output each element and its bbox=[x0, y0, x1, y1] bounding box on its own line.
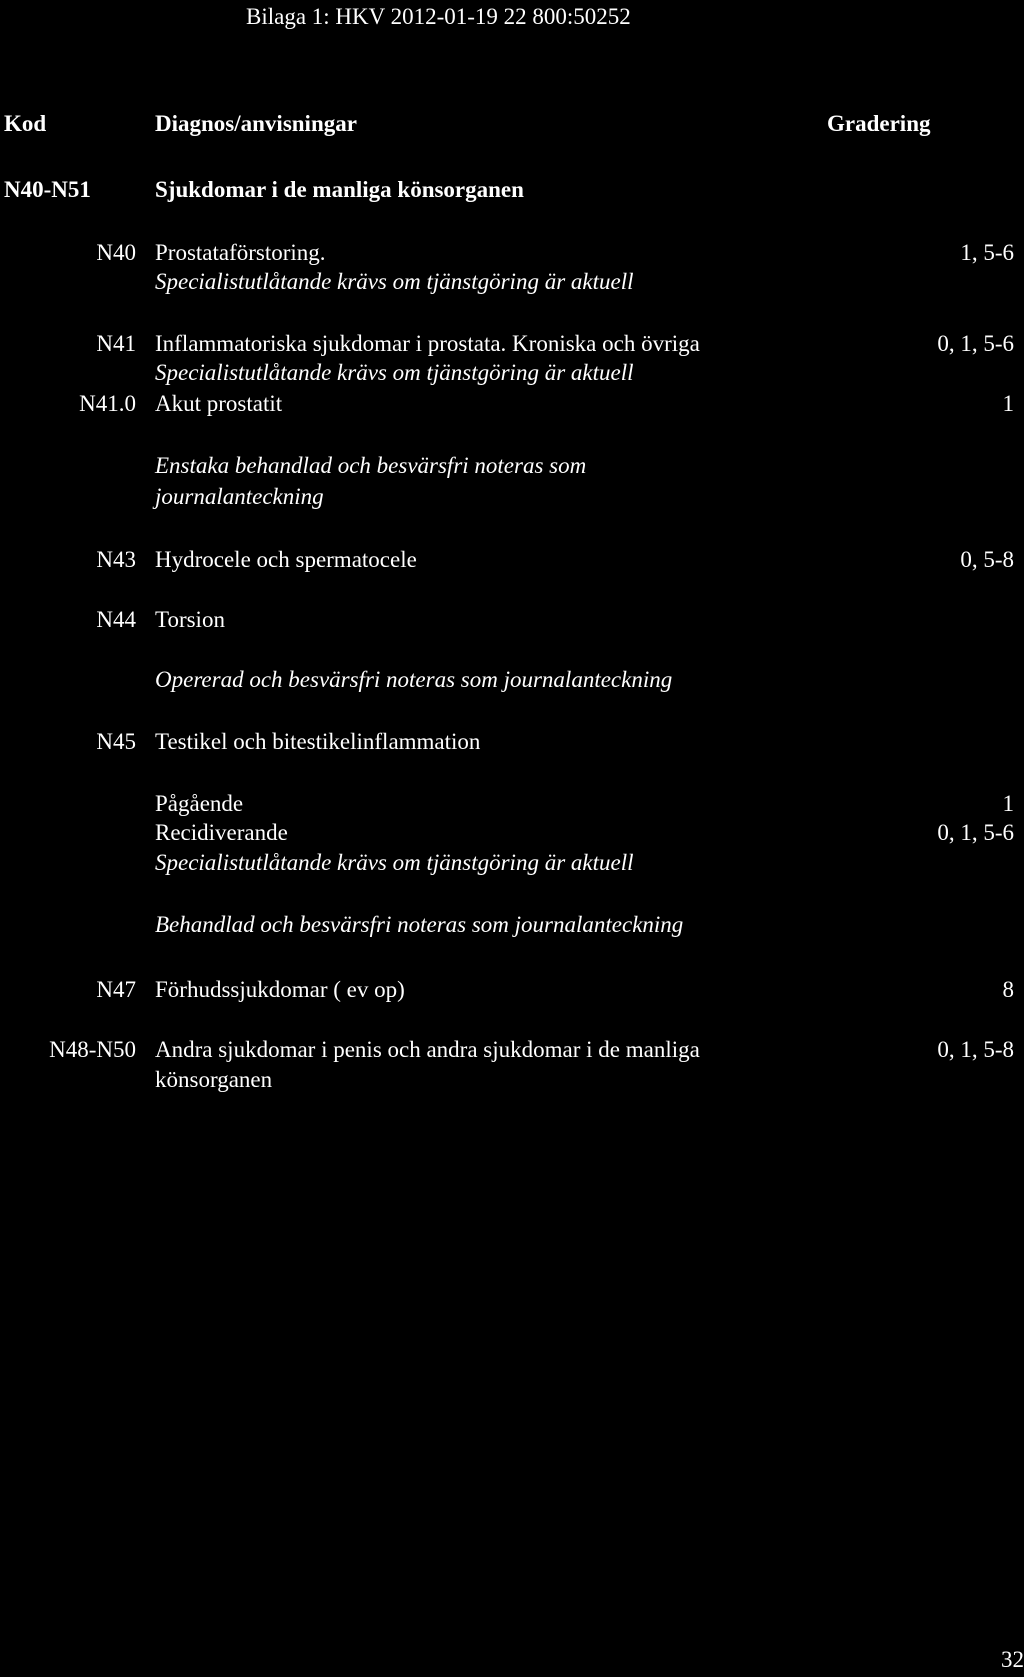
entry-grade-n41: 0, 1, 5-6 bbox=[937, 331, 1014, 356]
entry-title-n44: Torsion bbox=[155, 607, 225, 632]
entry-title-n41: Inflammatoriska sjukdomar i prostata. Kroniska och övriga bbox=[155, 331, 700, 356]
entry-grade-n48-n50: 0, 1, 5-8 bbox=[937, 1037, 1014, 1062]
entry-grade-n47: 8 bbox=[1002, 977, 1014, 1002]
entry-title-n41-0: Akut prostatit bbox=[155, 391, 283, 416]
column-header-grading: Gradering bbox=[827, 111, 931, 136]
entry-note-n40: Specialistutlåtande krävs om tjänstgöring är aktuell bbox=[155, 269, 634, 294]
entry-code-n47: N47 bbox=[96, 977, 136, 1002]
entry-title-n40: Prostataförstoring. bbox=[155, 240, 326, 265]
entry-note-n44: Opererad och besvärsfri noteras som journalanteckning bbox=[155, 667, 673, 692]
entry-title-n48-n50-line1: Andra sjukdomar i penis och andra sjukdomar i de manliga bbox=[155, 1037, 700, 1062]
section-code: N40-N51 bbox=[4, 177, 91, 202]
entry-title-n47: Förhudssjukdomar ( ev op) bbox=[155, 977, 405, 1002]
entry-sub-label-n45-ongoing: Pågående bbox=[155, 791, 244, 816]
entry-note-n41: Specialistutlåtande krävs om tjänstgöring är aktuell bbox=[155, 360, 634, 385]
entry-code-n43: N43 bbox=[96, 547, 136, 572]
page-header: Bilaga 1: HKV 2012-01-19 22 800:50252 bbox=[246, 4, 631, 29]
entry-note-n41-0-line1: Enstaka behandlad och besvärsfri noteras som bbox=[155, 453, 587, 478]
section-title: Sjukdomar i de manliga könsorganen bbox=[155, 177, 524, 202]
entry-sub-grade-n45-recurrent: 0, 1, 5-6 bbox=[937, 820, 1014, 845]
entry-code-n48-n50: N48-N50 bbox=[49, 1037, 136, 1062]
entry-code-n45: N45 bbox=[96, 729, 136, 754]
entry-note-n45-journal: Behandlad och besvärsfri noteras som journalanteckning bbox=[155, 912, 684, 937]
entry-code-n44: N44 bbox=[96, 607, 136, 632]
entry-title-n43: Hydrocele och spermatocele bbox=[155, 547, 417, 572]
entry-grade-n40: 1, 5-6 bbox=[960, 240, 1014, 265]
entry-grade-n43: 0, 5-8 bbox=[960, 547, 1014, 572]
entry-code-n41-0: N41.0 bbox=[79, 391, 136, 416]
entry-note-n45-specialist: Specialistutlåtande krävs om tjänstgöring är aktuell bbox=[155, 850, 634, 875]
column-header-diagnosis: Diagnos/anvisningar bbox=[155, 111, 357, 136]
entry-title-n45: Testikel och bitestikelinflammation bbox=[155, 729, 481, 754]
entry-title-n48-n50-line2: könsorganen bbox=[155, 1067, 273, 1092]
column-header-code: Kod bbox=[4, 111, 47, 136]
entry-grade-n41-0: 1 bbox=[1002, 391, 1014, 416]
entry-code-n41: N41 bbox=[96, 331, 136, 356]
entry-code-n40: N40 bbox=[96, 240, 136, 265]
entry-sub-grade-n45-ongoing: 1 bbox=[1002, 791, 1014, 816]
page-number: 32 bbox=[1001, 1647, 1024, 1672]
entry-note-n41-0-line2: journalanteckning bbox=[155, 484, 324, 509]
entry-sub-label-n45-recurrent: Recidiverande bbox=[155, 820, 288, 845]
